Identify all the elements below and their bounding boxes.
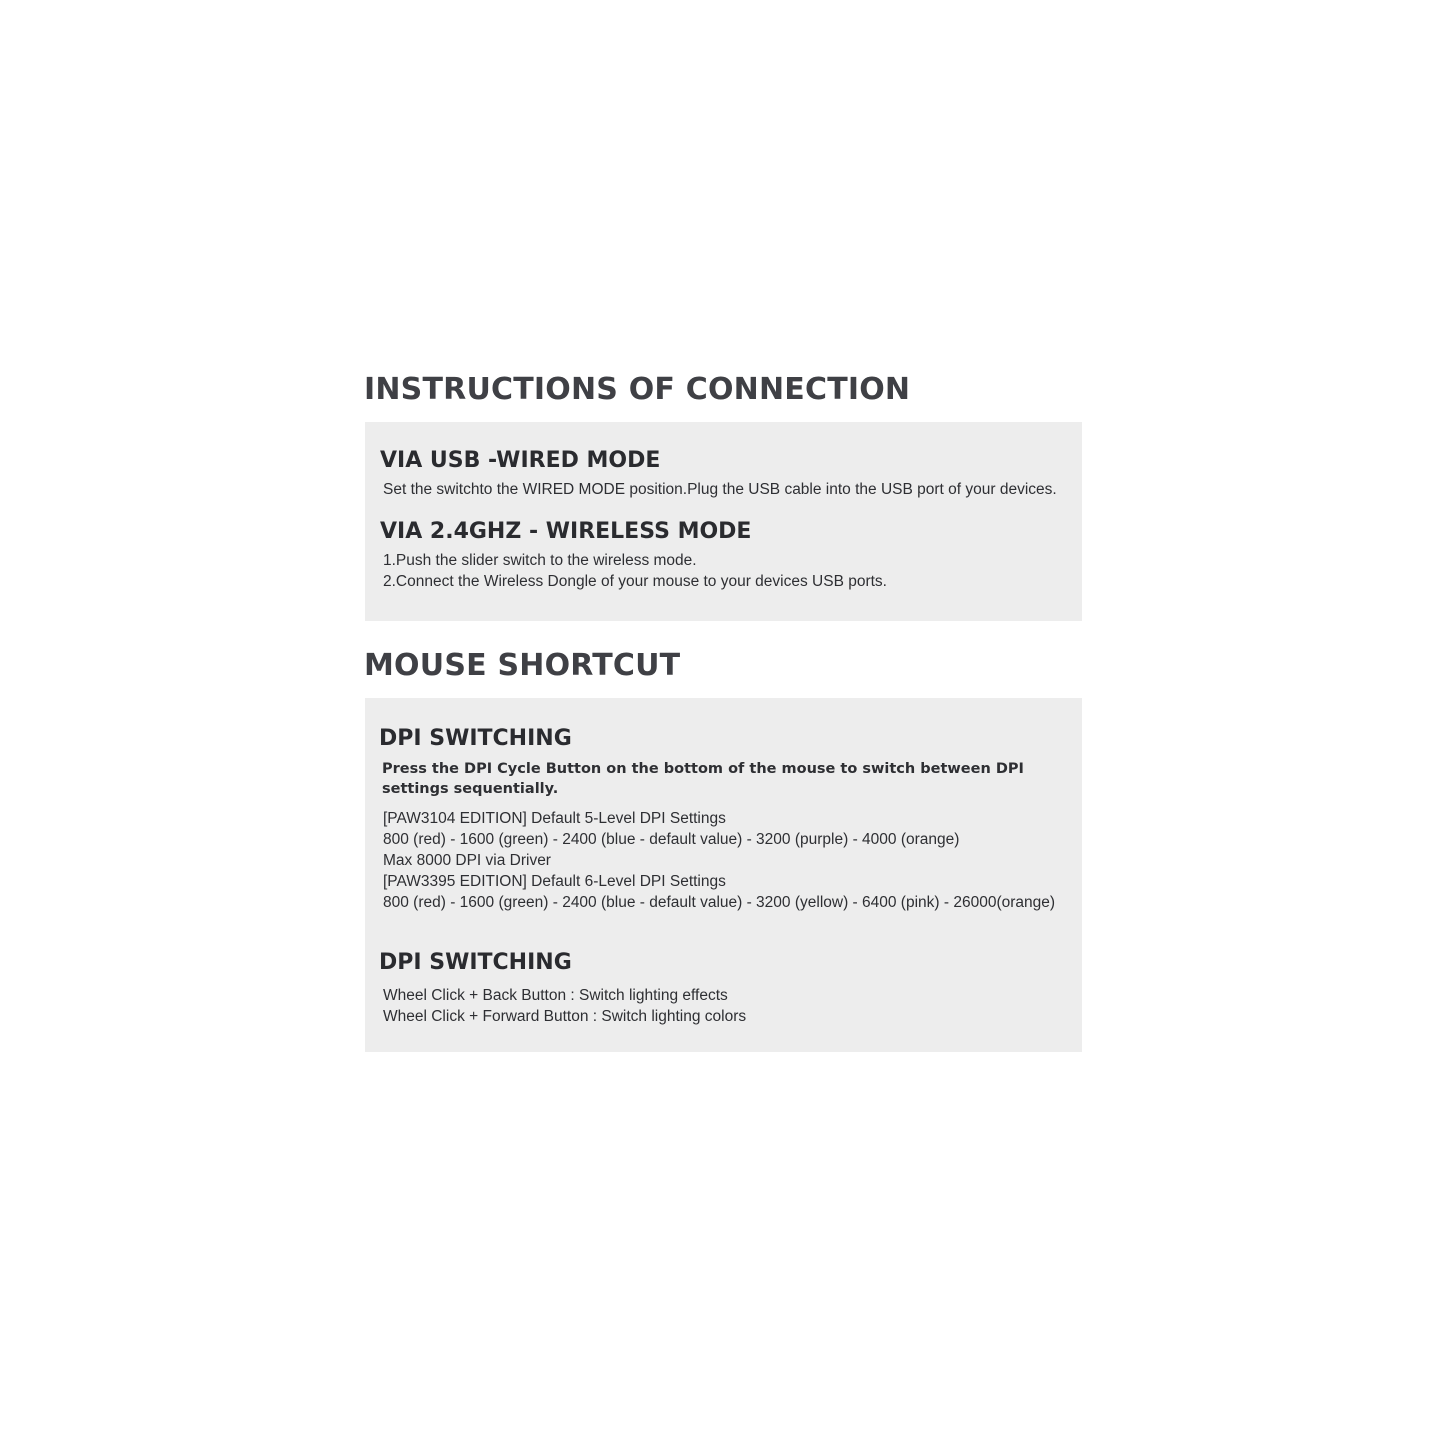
wireless-mode-heading: VIA 2.4GHZ - WIRELESS MODE [380,519,752,544]
paw3104-levels: 800 (red) - 1600 (green) - 2400 (blue - default value) - 3200 (purple) - 4000 (orange) [383,831,960,848]
wireless-step-2: 2.Connect the Wireless Dongle of your mouse to your devices USB ports. [383,573,887,590]
dpi-intro-text: Press the DPI Cycle Button on the bottom of the mouse to switch between DPI settings sequentially. [382,761,1024,797]
shortcut-panel [365,698,1082,1052]
connection-title: INSTRUCTIONS OF CONNECTION [364,372,911,407]
lighting-effects-line: Wheel Click + Back Button : Switch lighting effects [383,987,728,1004]
paw3104-title: [PAW3104 EDITION] Default 5-Level DPI Settings [383,810,726,827]
paw3395-title: [PAW3395 EDITION] Default 6-Level DPI Settings [383,873,726,890]
paw3395-levels: 800 (red) - 1600 (green) - 2400 (blue - default value) - 3200 (yellow) - 6400 (pink) - 26000(orange) [383,894,1056,911]
dpi-switching-heading: DPI SWITCHING [379,726,572,751]
wireless-step-1: 1.Push the slider switch to the wireless mode. [383,552,697,569]
lighting-heading: DPI SWITCHING [379,950,572,975]
shortcut-title: MOUSE SHORTCUT [364,648,681,683]
paw3104-max: Max 8000 DPI via Driver [383,852,551,869]
connection-panel [365,422,1082,621]
wired-mode-heading: VIA USB -WIRED MODE [380,448,661,473]
lighting-colors-line: Wheel Click + Forward Button : Switch lighting colors [383,1008,747,1025]
wired-mode-text: Set the switchto the WIRED MODE position.Plug the USB cable into the USB port of your devices. [383,481,1057,498]
